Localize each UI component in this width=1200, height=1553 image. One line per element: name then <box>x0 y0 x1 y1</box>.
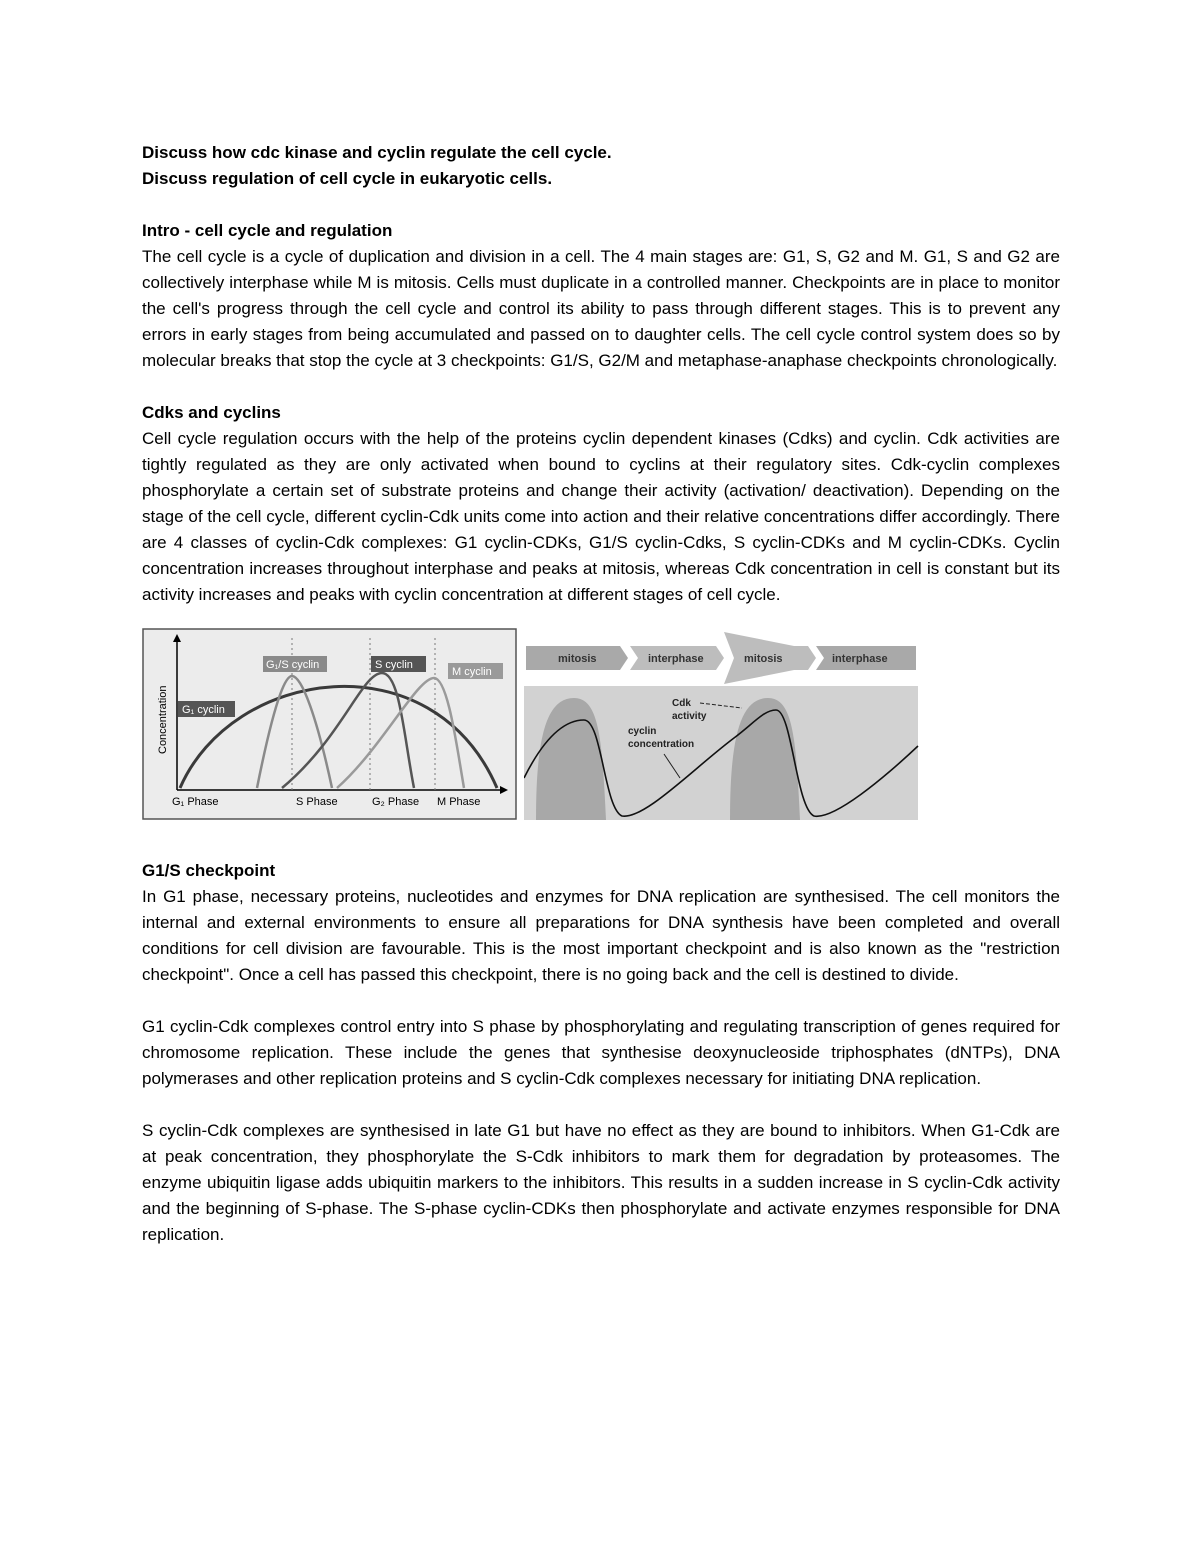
g1s-paragraph-1: In G1 phase, necessary proteins, nucleotides and enzymes for DNA replication are synthesised. The cell monitors the internal and external environments to ensure all preparations for DNA synthesis have been completed and overall conditions for cell division are favourable. This is the most important checkpoint and is also known as the "restriction checkpoint". Once a cell has passed this checkpoint, there is no going back and the cell is destined to divide. <box>142 887 1060 984</box>
g1-cyclin-label: G₁ cyclin <box>182 704 225 716</box>
cyclin-concentration-label: cyclin concentration <box>628 726 695 750</box>
cyclin-concentration-figure <box>142 628 517 820</box>
question-2: Discuss regulation of cell cycle in eukaryotic cells. <box>142 169 553 188</box>
arrow-label-interphase-1: interphase <box>648 653 704 665</box>
phase-label-s: S Phase <box>296 796 338 808</box>
cdks-paragraph: Cell cycle regulation occurs with the help of the proteins cyclin dependent kinases (Cdks) and cyclin. Cdk activities are tightly regulated as they are only activated when bound to cyclins at their regulatory sites. Cdk-cyclin complexes phosphorylate a certain set of substrate proteins and change their activity (activation/ deactivation). Depending on the stage of the cell cycle, different cyclin-Cdk units come into action and their relative concentrations differ accordingly. There are 4 classes of cyclin-Cdk complexes: G1 cyclin-CDKs, G1/S cyclin-Cdks, S cyclin-CDKs and M cyclin-CDKs. Cyclin concentration increases throughout interphase and peaks at mitosis, whereas Cdk concentration in cell is constant but its activity increases and peaks with cyclin concentration at different stages of cell cycle. <box>142 429 1060 604</box>
section-heading-cdks: Cdks and cyclins <box>142 403 281 422</box>
intro-paragraph: The cell cycle is a cycle of duplication and division in a cell. The 4 main stages are: G1, S, G2 and M. G1, S and G2 are collectively interphase while M is mitosis. Cells must duplicate in a controlled manner. Checkpoints are in place to monitor the cell's progress through the cell cycle and control its ability to pass through different stages. This is to prevent any errors in early stages from being accumulated and passed on to daughter cells. The cell cycle control system does so by molecular breaks that stop the cycle at 3 checkpoints: G1/S, G2/M and metaphase-anaphase checkpoints chronologically. <box>142 247 1060 370</box>
arrow-label-interphase-2: interphase <box>832 653 888 665</box>
question-1: Discuss how cdc kinase and cyclin regulate the cell cycle. <box>142 143 612 162</box>
phase-label-g1: G₁ Phase <box>172 796 219 808</box>
m-cyclin-label: M cyclin <box>452 666 492 678</box>
y-axis-label: Concentration <box>157 685 169 754</box>
section-heading-g1s: G1/S checkpoint <box>142 861 276 880</box>
g1s-cyclin-label: G₁/S cyclin <box>266 659 320 671</box>
cdk-activity-figure <box>524 628 920 820</box>
figures-row <box>142 628 1060 820</box>
cdk-activity-label: Cdk activity <box>672 698 707 722</box>
arrow-label-mitosis-1: mitosis <box>558 653 597 665</box>
phase-label-m: M Phase <box>437 796 481 808</box>
arrow-label-mitosis-2: mitosis <box>744 653 783 665</box>
g1s-paragraph-3: S cyclin-Cdk complexes are synthesised in late G1 but have no effect as they are bound to inhibitors. When G1-Cdk are at peak concentration, they phosphorylate the S-Cdk inhibitors to mark them for degradation by proteasomes. The enzyme ubiquitin ligase adds ubiquitin markers to the inhibitors. This results in a sudden increase in S cyclin-Cdk activity and the beginning of S-phase. The S-phase cyclin-CDKs then phosphorylate and activate enzymes responsible for DNA replication. <box>142 1121 1060 1244</box>
section-heading-intro: Intro - cell cycle and regulation <box>142 221 393 240</box>
g1s-paragraph-2: G1 cyclin-Cdk complexes control entry into S phase by phosphorylating and regulating transcription of genes required for chromosome replication. These include the genes that synthesise deoxynucleoside triphosphates (dNTPs), DNA polymerases and other replication proteins and S cyclin-Cdk complexes necessary for initiating DNA replication. <box>142 1017 1060 1088</box>
s-cyclin-label: S cyclin <box>375 659 413 671</box>
document-page <box>142 140 1060 1248</box>
phase-label-g2: G₂ Phase <box>372 796 420 808</box>
